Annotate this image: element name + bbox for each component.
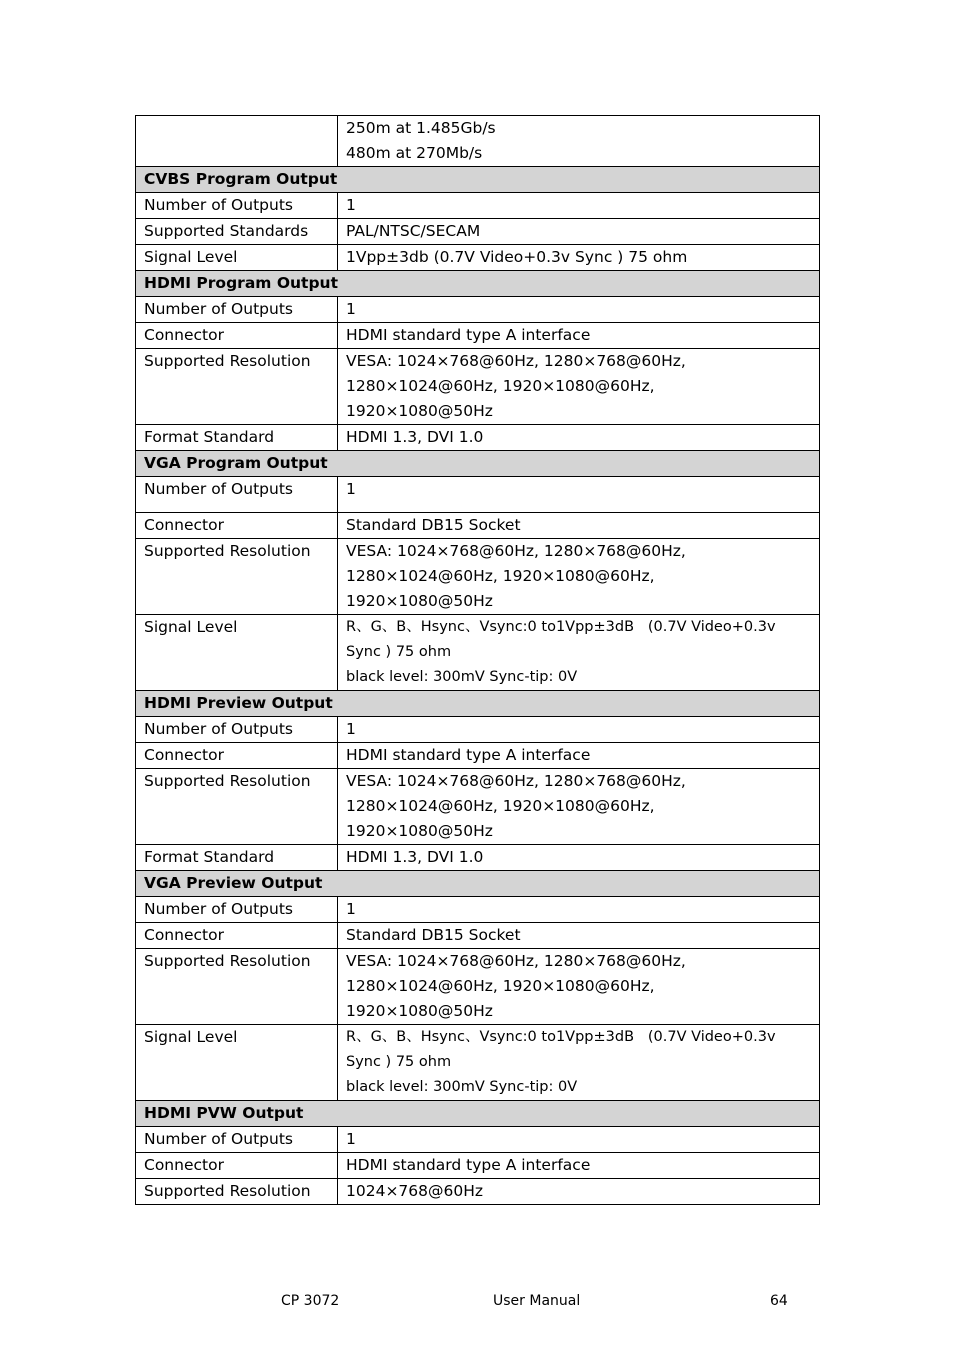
- section-title: HDMI Preview Output: [136, 691, 820, 717]
- spec-label: Number of Outputs: [136, 297, 338, 323]
- spec-value: [338, 717, 820, 743]
- table-row: [136, 323, 820, 349]
- section-header-row: [136, 167, 820, 193]
- spec-label: Signal Level: [136, 615, 338, 691]
- spec-label: Format Standard: [136, 845, 338, 871]
- spec-value: [338, 349, 820, 425]
- spec-table: [135, 115, 820, 1205]
- spec-value-line: Standard DB15 Socket: [346, 516, 521, 534]
- spec-value-line: 1: [346, 300, 356, 318]
- spec-value: [338, 477, 820, 513]
- table-row: [136, 349, 820, 425]
- spec-value-line: 1280×1024@60Hz, 1920×1080@60Hz,: [346, 567, 655, 585]
- spec-label: Supported Resolution: [136, 349, 338, 425]
- spec-label: Connector: [136, 323, 338, 349]
- spec-label: Signal Level: [136, 1025, 338, 1101]
- spec-value-line: HDMI standard type A interface: [346, 746, 591, 764]
- section-title: VGA Preview Output: [136, 871, 820, 897]
- section-header-row: [136, 451, 820, 477]
- spec-value-line: HDMI 1.3, DVI 1.0: [346, 428, 484, 446]
- spec-value-line: Standard DB15 Socket: [346, 926, 521, 944]
- spec-value: [338, 949, 820, 1025]
- table-row: [136, 425, 820, 451]
- spec-value-line: 1024×768@60Hz: [346, 1182, 484, 1200]
- spec-value: [338, 769, 820, 845]
- table-row: [136, 717, 820, 743]
- section-title: VGA Program Output: [136, 451, 820, 477]
- table-row: [136, 615, 820, 691]
- spec-value: [338, 219, 820, 245]
- spec-value: [338, 845, 820, 871]
- table-row: [136, 116, 820, 167]
- table-row: [136, 1025, 820, 1101]
- spec-value: [338, 1127, 820, 1153]
- table-row: [136, 297, 820, 323]
- table-row: [136, 769, 820, 845]
- spec-value-line: Sync ) 75 ohm: [346, 644, 452, 660]
- table-row: [136, 1179, 820, 1205]
- spec-table-body: [136, 116, 820, 1205]
- spec-label: Number of Outputs: [136, 717, 338, 743]
- spec-value-line: 1280×1024@60Hz, 1920×1080@60Hz,: [346, 977, 655, 995]
- spec-label: Supported Resolution: [136, 1179, 338, 1205]
- spec-value-line: VESA: 1024×768@60Hz, 1280×768@60Hz,: [346, 952, 686, 970]
- spec-label: Supported Standards: [136, 219, 338, 245]
- spec-value: [338, 513, 820, 539]
- spec-label: Connector: [136, 1153, 338, 1179]
- spec-value-line: 1Vpp±3db (0.7V Video+0.3v Sync ) 75 ohm: [346, 248, 688, 266]
- spec-value-line: 1280×1024@60Hz, 1920×1080@60Hz,: [346, 797, 655, 815]
- table-row: [136, 897, 820, 923]
- spec-label: Connector: [136, 743, 338, 769]
- spec-value: [338, 897, 820, 923]
- spec-value: [338, 116, 820, 167]
- spec-value: [338, 1153, 820, 1179]
- spec-value: [338, 425, 820, 451]
- table-row: [136, 513, 820, 539]
- spec-label: Format Standard: [136, 425, 338, 451]
- section-header-row: [136, 1101, 820, 1127]
- spec-value-line: 1: [346, 196, 356, 214]
- spec-value-line: 1920×1080@50Hz: [346, 592, 493, 610]
- table-row: [136, 923, 820, 949]
- spec-value-line: 1: [346, 720, 356, 738]
- spec-value: [338, 743, 820, 769]
- spec-value: [338, 1179, 820, 1205]
- spec-value-line: R、G、B、Hsync、Vsync:0 to1Vpp±3dB (0.7V Video+0.3v: [346, 619, 776, 635]
- spec-value: [338, 193, 820, 219]
- table-row: [136, 845, 820, 871]
- spec-value-line: Sync ) 75 ohm: [346, 1054, 452, 1070]
- section-title: HDMI Program Output: [136, 271, 820, 297]
- table-row: [136, 477, 820, 513]
- spec-value-line: black level: 300mV Sync-tip: 0V: [346, 1079, 578, 1095]
- spec-value-line: 480m at 270Mb/s: [346, 144, 483, 162]
- section-title: HDMI PVW Output: [136, 1101, 820, 1127]
- spec-label: Supported Resolution: [136, 949, 338, 1025]
- spec-value-line: HDMI standard type A interface: [346, 1156, 591, 1174]
- spec-value-line: 1: [346, 1130, 356, 1148]
- spec-value-line: 1920×1080@50Hz: [346, 1002, 493, 1020]
- footer-model: CP 3072: [281, 1293, 340, 1309]
- spec-value: [338, 323, 820, 349]
- spec-label: Number of Outputs: [136, 897, 338, 923]
- spec-value-line: 1: [346, 480, 356, 498]
- footer-title: User Manual: [493, 1293, 581, 1309]
- section-header-row: [136, 871, 820, 897]
- table-row: [136, 245, 820, 271]
- spec-label: Supported Resolution: [136, 539, 338, 615]
- section-title: CVBS Program Output: [136, 167, 820, 193]
- section-header-row: [136, 271, 820, 297]
- table-row: [136, 193, 820, 219]
- spec-value-line: PAL/NTSC/SECAM: [346, 222, 481, 240]
- spec-value-line: 1920×1080@50Hz: [346, 822, 493, 840]
- spec-value: [338, 1025, 820, 1101]
- spec-value-line: HDMI standard type A interface: [346, 326, 591, 344]
- spec-label: Number of Outputs: [136, 1127, 338, 1153]
- table-row: [136, 1153, 820, 1179]
- spec-value-line: 1920×1080@50Hz: [346, 402, 493, 420]
- spec-label: Connector: [136, 513, 338, 539]
- spec-value: [338, 539, 820, 615]
- spec-value: [338, 615, 820, 691]
- table-row: [136, 539, 820, 615]
- spec-value: [338, 297, 820, 323]
- table-row: [136, 949, 820, 1025]
- table-row: [136, 1127, 820, 1153]
- spec-value-line: 250m at 1.485Gb/s: [346, 119, 496, 137]
- table-row: [136, 743, 820, 769]
- spec-value-line: VESA: 1024×768@60Hz, 1280×768@60Hz,: [346, 352, 686, 370]
- spec-label: [136, 116, 338, 167]
- spec-value-line: HDMI 1.3, DVI 1.0: [346, 848, 484, 866]
- spec-value-line: VESA: 1024×768@60Hz, 1280×768@60Hz,: [346, 542, 686, 560]
- spec-value-line: black level: 300mV Sync-tip: 0V: [346, 669, 578, 685]
- spec-label: Signal Level: [136, 245, 338, 271]
- spec-label: Number of Outputs: [136, 193, 338, 219]
- spec-label: Connector: [136, 923, 338, 949]
- page-number: 64: [770, 1293, 788, 1309]
- section-header-row: [136, 691, 820, 717]
- spec-label: Number of Outputs: [136, 477, 338, 513]
- spec-value-line: 1: [346, 900, 356, 918]
- spec-value: [338, 245, 820, 271]
- spec-value-line: R、G、B、Hsync、Vsync:0 to1Vpp±3dB (0.7V Video+0.3v: [346, 1029, 776, 1045]
- table-row: [136, 219, 820, 245]
- spec-value: [338, 923, 820, 949]
- spec-value-line: 1280×1024@60Hz, 1920×1080@60Hz,: [346, 377, 655, 395]
- spec-label: Supported Resolution: [136, 769, 338, 845]
- spec-value-line: VESA: 1024×768@60Hz, 1280×768@60Hz,: [346, 772, 686, 790]
